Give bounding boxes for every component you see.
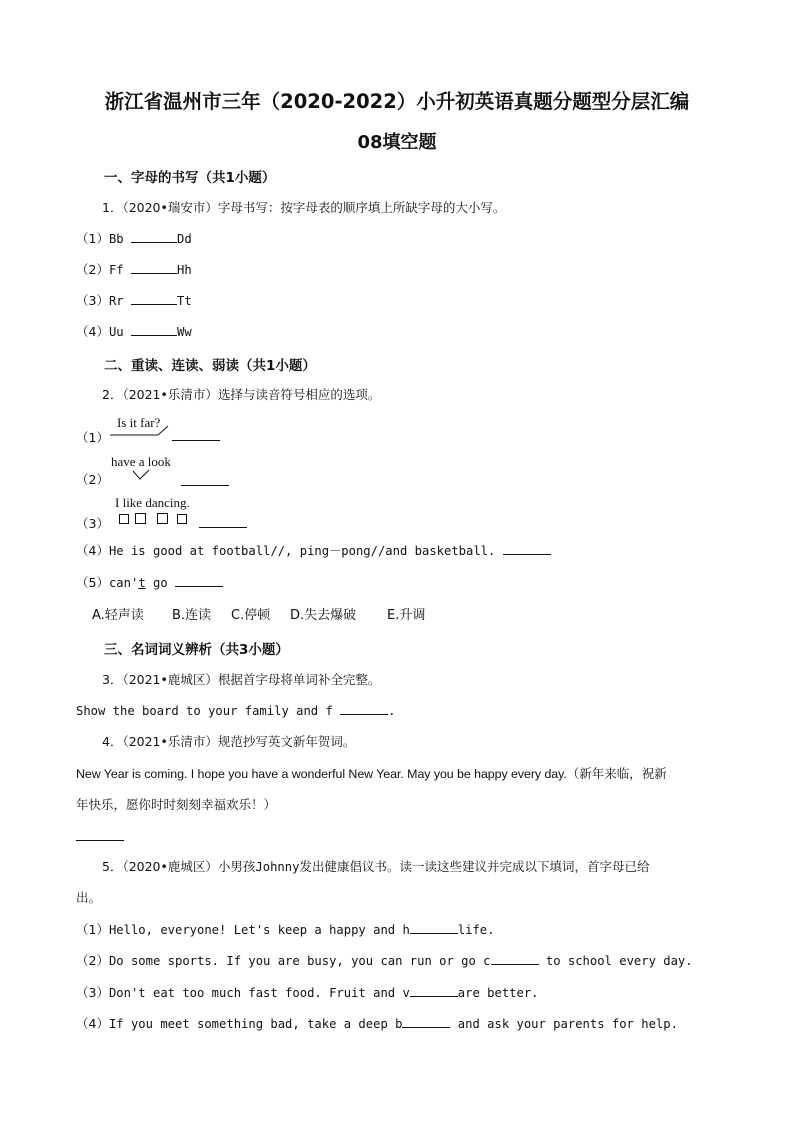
- item-number: （1）: [76, 231, 109, 246]
- phonetic-phrase-3: I like dancing.: [115, 495, 190, 510]
- letter-item-1: [76, 229, 192, 247]
- phrase-part: can': [108, 576, 139, 590]
- item-number: （5）: [76, 575, 109, 590]
- letter-before: Rr: [108, 294, 124, 308]
- name-text: Johnny: [255, 860, 300, 874]
- sentence-text: Show the board to your family and f: [76, 704, 333, 718]
- phonetic-item-2-number: （2）: [76, 472, 109, 487]
- question-text: 小男孩: [217, 859, 256, 874]
- item-number: （4）: [76, 1016, 109, 1031]
- sentence-text: Do some sports. If you are busy, you can run or go c: [108, 954, 491, 968]
- question-4: [102, 732, 355, 750]
- stress-box: [135, 513, 146, 524]
- question-5-continued: 出。: [76, 890, 102, 905]
- letter-before: Ff: [108, 263, 124, 277]
- letter-after: Dd: [176, 232, 192, 246]
- phonetic-phrase-2: have a look: [111, 454, 171, 469]
- advice-item-3: [76, 983, 539, 1001]
- letter-after: Tt: [176, 294, 192, 308]
- question-text: 根据首字母将单词补全完整。: [217, 672, 381, 687]
- document-title: 浙江省温州市三年（2020-2022）小升初英语真题分题型分层汇编: [104, 90, 690, 113]
- sentence-end: .: [388, 704, 396, 718]
- question-3: [102, 670, 380, 688]
- item-number: （4）: [76, 324, 109, 339]
- answer-blank[interactable]: [175, 574, 223, 587]
- sentence-text: If you meet something bad, take a deep b: [108, 1017, 403, 1031]
- answer-blank[interactable]: [491, 952, 539, 965]
- item-number: （3）: [76, 293, 109, 308]
- question-number: 2．: [102, 387, 123, 402]
- question-2: [102, 385, 380, 403]
- item-number: （4）: [76, 543, 109, 558]
- letter-item-3: [76, 291, 192, 309]
- answer-blank[interactable]: [340, 702, 388, 715]
- answer-blank[interactable]: [131, 292, 177, 305]
- letter-after: Hh: [176, 263, 192, 277]
- advice-item-4: [76, 1014, 678, 1032]
- stress-box: [177, 514, 187, 524]
- item-number: （2）: [76, 262, 109, 277]
- advice-item-2: [76, 951, 693, 969]
- option-d: D.失去爆破: [290, 608, 357, 623]
- answer-blank[interactable]: [410, 921, 458, 934]
- linking-mark: [131, 468, 153, 482]
- option-a: A.轻声读: [92, 608, 144, 623]
- phonetic-item-1-number: （1）: [76, 430, 109, 445]
- section-heading-3: 三、名词词义辨析（共3小题）: [104, 642, 289, 658]
- question-source: （2020•瑞安市）: [122, 200, 218, 215]
- answer-blank[interactable]: [199, 527, 247, 528]
- section-heading-2: 二、重读、连读、弱读（共1小题）: [104, 358, 316, 374]
- stress-box: [119, 514, 129, 524]
- question-source: （2021•鹿城区）: [122, 672, 218, 687]
- answer-blank[interactable]: [181, 485, 229, 486]
- rising-intonation-mark: [108, 424, 170, 438]
- answer-blank[interactable]: [76, 840, 124, 841]
- option-b: B.连读: [172, 608, 212, 623]
- item-number: （3）: [76, 985, 109, 1000]
- phonetic-phrase-1: Is it far?: [117, 415, 161, 430]
- answer-blank[interactable]: [503, 542, 551, 555]
- question-number: 5．: [102, 859, 123, 874]
- question-number: 3．: [102, 672, 123, 687]
- phonetic-item-5: [76, 573, 223, 591]
- question-number: 1．: [102, 200, 123, 215]
- letter-item-4: [76, 322, 192, 340]
- greeting-line-2: 年快乐，愿你时时刻刻幸福欢乐！）: [76, 797, 277, 812]
- answer-blank[interactable]: [131, 230, 177, 243]
- question-source: （2021•乐清市）: [122, 387, 218, 402]
- stress-box: [157, 513, 168, 524]
- greeting-line-1: [76, 764, 667, 782]
- phrase-part: go: [145, 576, 168, 590]
- option-c: C.停顿: [231, 608, 271, 623]
- answer-blank[interactable]: [131, 261, 177, 274]
- question-text: 选择与读音符号相应的选项。: [217, 387, 381, 402]
- answer-blank[interactable]: [131, 323, 177, 336]
- sentence-end: are better.: [457, 986, 539, 1000]
- item-number: （2）: [76, 953, 109, 968]
- question-text: 发出健康倡议书。读一读这些建议并完成以下填词，首字母已给: [299, 859, 650, 874]
- question-text: 规范抄写英文新年贺词。: [217, 734, 356, 749]
- question-source: （2020•鹿城区）: [122, 859, 218, 874]
- letter-after: Ww: [176, 325, 192, 339]
- phonetic-sentence: He is good at football//, ping－pong//and basketball.: [108, 544, 496, 558]
- phonetic-item-3-number: （3）: [76, 516, 109, 531]
- letter-before: Uu: [108, 325, 124, 339]
- greeting-chinese: （新年来临，祝新: [566, 766, 667, 781]
- question-3-sentence: [76, 702, 396, 718]
- letter-before: Bb: [108, 232, 124, 246]
- question-1: [102, 198, 505, 216]
- letter-item-2: [76, 260, 192, 278]
- sentence-end: and ask your parents for help.: [450, 1017, 678, 1031]
- section-heading-1: 一、字母的书写（共1小题）: [104, 170, 276, 186]
- answer-blank[interactable]: [172, 440, 220, 441]
- greeting-english: New Year is coming. I hope you have a wonderful New Year. May you be happy every day.: [76, 767, 567, 781]
- answer-blank[interactable]: [410, 984, 458, 997]
- question-text: 字母书写：按字母表的顺序填上所缺字母的大小写。: [217, 200, 506, 215]
- advice-item-1: [76, 920, 494, 938]
- question-number: 4．: [102, 734, 123, 749]
- answer-blank[interactable]: [402, 1015, 450, 1028]
- sentence-text: Hello, everyone! Let's keep a happy and h: [108, 923, 410, 937]
- sentence-text: Don't eat too much fast food. Fruit and v: [108, 986, 410, 1000]
- underlined-letter: t: [138, 576, 146, 590]
- question-5: [102, 857, 649, 875]
- question-source: （2021•乐清市）: [122, 734, 218, 749]
- document-subtitle: 08填空题: [357, 132, 437, 153]
- phonetic-item-4: [76, 541, 551, 559]
- sentence-end: to school every day.: [538, 954, 693, 968]
- sentence-end: life.: [457, 923, 495, 937]
- option-e: E.升调: [387, 608, 426, 623]
- item-number: （1）: [76, 922, 109, 937]
